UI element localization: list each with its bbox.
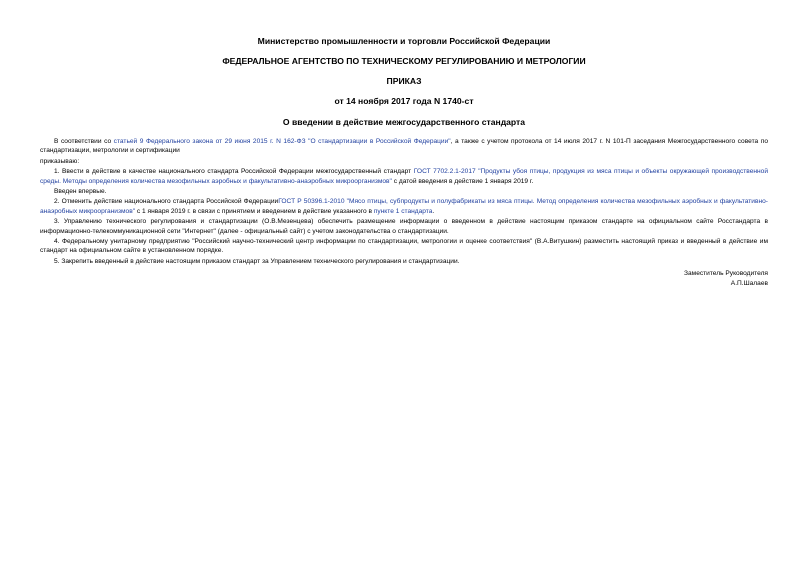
item-1-note: Введен впервые. — [54, 188, 107, 196]
preamble-paragraph — [40, 137, 768, 156]
item-1-text-end: с датой введения в действие 1 января 2019 г. — [391, 177, 534, 185]
document-date-number: от 14 ноября 2017 года N 1740-ст — [334, 96, 474, 106]
order-word: приказываю: — [40, 157, 80, 165]
signer-position: Заместитель Руководителя — [684, 270, 768, 278]
item-1-paragraph — [40, 167, 768, 186]
document-type: ПРИКАЗ — [386, 76, 422, 86]
ministry-title: Министерство промышленности и торговли Российской Федерации — [257, 36, 551, 46]
signer-name: А.П.Шалаев — [730, 280, 768, 288]
federal-law-link[interactable]: статьей 9 Федерального закона от 29 июня 2015 г. N 162-ФЗ "О стандартизации в Российской Федерации" — [113, 138, 451, 145]
preamble-text-end: , а также с учетом протокола от 14 июля 2017 г. N 101-П заседания Межгосударственного совета по стандартизации, метрологии и сертификации — [40, 138, 768, 155]
gost-r-50396-link[interactable]: ГОСТ Р 50396.1-2010 "Мясо птицы, субпродукты и полуфабрикаты из мяса птицы. Метод определения количества мезофильных аэробных и факультативно-анаэробных микроорганизмов" — [40, 198, 768, 215]
item-5-paragraph: 5. Закрепить введенный в действие настоящим приказом стандарт за Управлением технического регулирования и стандартизации. — [54, 257, 460, 265]
gost-7702-link[interactable]: ГОСТ 7702.2.1-2017 "Продукты убоя птицы, продукция из мяса птицы и объекты окружающей производственной среды. Методы определения количества мезофильных аэробных и факультативно-анаэробных микроорганизмов" — [40, 168, 769, 185]
signature-block — [40, 269, 768, 289]
item-2-text-end: . — [432, 207, 435, 215]
item-2-paragraph — [40, 197, 768, 216]
document-subject: О введении в действие межгосударственного стандарта — [282, 117, 526, 127]
agency-title: ФЕДЕРАЛЬНОЕ АГЕНТСТВО ПО ТЕХНИЧЕСКОМУ РЕГУЛИРОВАНИЮ И МЕТРОЛОГИИ — [222, 56, 586, 66]
item-2-text-start: 2. Отменить действие национального стандарта Российской Федерации — [54, 198, 279, 206]
item-1-reference-link[interactable]: пункте 1 стандарта — [373, 207, 433, 215]
item-2-text-middle: с 1 января 2019 г. в связи с принятием и введением в действие указанного в — [135, 207, 374, 215]
preamble-text-start: В соответствии со — [54, 138, 114, 145]
document-body — [40, 137, 768, 266]
document-page — [40, 36, 768, 289]
item-4-paragraph: 4. Федеральному унитарному предприятию "Российский научно-технический центр информации по стандартизации, метрологии и оценке соответствия" (В.А.Витушкин) разместить настоящий приказ и введенный в действие им стандарт на официальном сайте в установленном порядке. — [40, 238, 768, 255]
item-3-paragraph: 3. Управлению технического регулирования и стандартизации (О.В.Мезенцева) обеспечить размещение информации о введенном в действие настоящим приказом стандарте на официальном сайте Росстандарта в информационно-телекоммуникационной сети "Интернет" (далее - официальный сайт) с учетом законодательства о стандартизации. — [40, 218, 768, 235]
item-1-text-start: 1. Ввести в действие в качестве национального стандарта Российской Федерации межгосударственный стандарт — [54, 168, 414, 176]
